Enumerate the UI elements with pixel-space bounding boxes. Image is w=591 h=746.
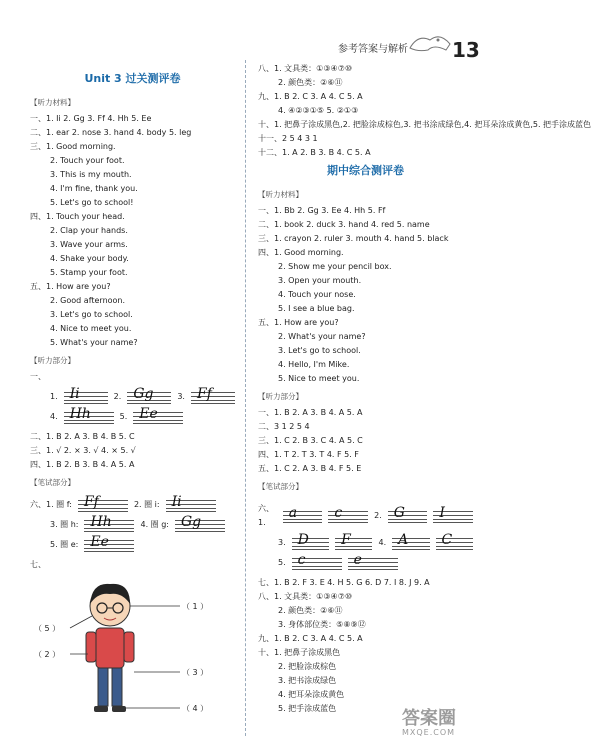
answer-line: 四、1. Good morning.	[258, 248, 344, 257]
listening-part-tag: 【 听力部分 】	[258, 390, 303, 404]
letter-answer: Gg	[180, 514, 202, 530]
letter-grid	[64, 386, 108, 404]
letter-grid	[292, 552, 342, 570]
answer-line: 2. Touch your foot.	[50, 156, 125, 165]
letter-num: 5.	[119, 412, 128, 421]
letter-row	[258, 532, 473, 550]
answer-line: 4. Shake your body.	[50, 254, 129, 263]
answer-line: 二、3 1 2 5 4	[258, 422, 310, 431]
answer-line: 五、1. How are you?	[258, 318, 339, 327]
answer-line: 九、1. B 2. C 3. A 4. C 5. A	[258, 634, 363, 643]
letter-grid	[175, 514, 225, 532]
listening-part-tag: 【 听力部分 】	[30, 354, 75, 368]
answer-line: 八、1. 文具类：①③④⑦⑩	[258, 64, 353, 73]
letter-num: 1.	[50, 392, 58, 401]
letter-grid	[64, 406, 114, 424]
letter-answer: c	[297, 552, 306, 568]
answer-line: 4. Touch your nose.	[278, 290, 356, 299]
letter-num: 4. 圈 g:	[140, 520, 169, 529]
callout-4: （ 4 ）	[182, 704, 209, 713]
letter-answer: F	[341, 532, 351, 548]
letter-grid	[133, 406, 183, 424]
answer-line: 5. I see a blue bag.	[278, 304, 355, 313]
letter-grid	[84, 514, 134, 532]
answer-line: 3. Let's go to school.	[278, 346, 361, 355]
answer-line: 2. 把脸涂成棕色	[278, 662, 337, 671]
column-divider	[245, 60, 246, 736]
letter-num: 3. 圈 h:	[50, 520, 79, 529]
answer-line: 4. Nice to meet you.	[50, 324, 132, 333]
letter-grid	[283, 505, 323, 523]
answer-line: 三、1. crayon 2. ruler 3. mouth 4. hand 5. black	[258, 234, 449, 243]
answer-line: 5. Stamp your foot.	[50, 268, 128, 277]
letter-answer: c	[334, 505, 343, 521]
letter-num: 2.	[113, 392, 122, 401]
letter-grid	[433, 505, 473, 523]
page-number: 13	[452, 38, 480, 62]
letter-num: 六、1. 圈 f:	[30, 500, 72, 509]
letter-row	[30, 406, 235, 424]
answer-line: 十、1. 把鼻子涂成黑色,2. 把脸涂成棕色,3. 把书涂成绿色,4. 把耳朵涂成黄色,5. 把手涂成蓝色	[258, 120, 591, 129]
letter-row	[258, 502, 473, 530]
letter-answer: Ee	[90, 534, 109, 550]
answer-line: 2. What's your name?	[278, 332, 366, 341]
answer-line: 三、1. C 2. B 3. C 4. A 5. C	[258, 436, 363, 445]
answer-line: 五、1. How are you?	[30, 282, 111, 291]
letter-grid	[191, 386, 235, 404]
letter-answer: Ff	[83, 494, 99, 510]
letter-answer: Hh	[90, 514, 112, 530]
letter-answer: Ii	[69, 386, 80, 402]
letter-answer: I	[439, 505, 445, 521]
site-logo	[402, 710, 488, 740]
letter-grid	[84, 534, 134, 552]
listening-material-tag: 【 听力材料 】	[30, 96, 75, 110]
listening-material-tag: 【 听力材料 】	[258, 188, 303, 202]
answer-line: 四、1. Touch your head.	[30, 212, 125, 221]
letter-answer: Ee	[139, 406, 158, 422]
boy-figure	[30, 576, 230, 726]
answer-line: 4. 把耳朵涂成黄色	[278, 690, 345, 699]
callout-5: （ 5 ）	[34, 624, 61, 633]
mascot-icon	[408, 30, 452, 54]
letter-grid	[78, 494, 128, 512]
answer-line: 4. Hello, I'm Mike.	[278, 360, 350, 369]
answer-line: 五、1. C 2. A 3. B 4. F 5. E	[258, 464, 362, 473]
letter-grid	[335, 532, 372, 550]
answer-line: 十、1. 把鼻子涂成黑色	[258, 648, 341, 657]
letter-num: 5.	[278, 558, 286, 567]
letter-answer: G	[393, 505, 405, 521]
written-part-tag: 【 笔试部分 】	[258, 480, 303, 494]
answer-line: 5. Nice to meet you.	[278, 374, 360, 383]
answer-line: 八、1. 文具类：①③④⑦⑩	[258, 592, 353, 601]
answer-line: 2. 颜色类：②⑥⑪	[278, 606, 343, 615]
answer-line: 二、1. ear 2. nose 3. hand 4. body 5. leg	[30, 128, 192, 137]
unit3-title: Unit 3 过关测评卷	[84, 72, 181, 85]
letter-answer: D	[297, 532, 309, 548]
answer-line: 二、1. B 2. A 3. B 4. B 5. C	[30, 432, 135, 441]
logo-site: MXQE.COM	[402, 728, 456, 737]
letter-grid	[392, 532, 429, 550]
letter-grid	[127, 386, 171, 404]
answer-line: 5. Let's go to school!	[50, 198, 134, 207]
answer-line: 一、1. Bb 2. Gg 3. Ee 4. Hh 5. Ff	[258, 206, 386, 215]
letter-answer: Gg	[133, 386, 154, 402]
midterm-title: 期中综合测评卷	[327, 164, 404, 177]
answer-line: 三、1. Good morning.	[30, 142, 116, 151]
answer-line: 十二、1. A 2. B 3. B 4. C 5. A	[258, 148, 371, 157]
letter-num: 3.	[278, 538, 286, 547]
answer-line: 5. What's your name?	[50, 338, 138, 347]
logo-text: 答案圈	[402, 708, 456, 729]
letter-num: 4.	[378, 538, 387, 547]
callout-1: （ 1 ）	[182, 602, 209, 611]
answer-line: 十一、2 5 4 3 1	[258, 134, 318, 143]
letter-answer: Ii	[171, 494, 182, 510]
letter-num: 六、1.	[258, 504, 274, 527]
answer-line: 5. 把手涂成蓝色	[278, 704, 337, 713]
letter-grid	[436, 532, 473, 550]
answer-line: 四、1. B 2. B 3. B 4. A 5. A	[30, 460, 135, 469]
answer-line: 2. Good afternoon.	[50, 296, 126, 305]
letter-num: 4.	[50, 412, 58, 421]
letter-num: 2. 圈 i:	[133, 500, 160, 509]
answer-line: 七、	[30, 560, 46, 569]
answer-line: 2. 颜色类：②⑥⑪	[278, 78, 343, 87]
letter-answer: a	[288, 505, 298, 521]
answer-line: 3. This is my mouth.	[50, 170, 132, 179]
answer-line: 二、1. book 2. duck 3. hand 4. red 5. name	[258, 220, 430, 229]
answer-line: 2. Show me your pencil box.	[278, 262, 392, 271]
answer-line: 4. I'm fine, thank you.	[50, 184, 138, 193]
answer-line: 2. Clap your hands.	[50, 226, 128, 235]
answer-line: 3. Open your mouth.	[278, 276, 362, 285]
letter-answer: e	[353, 552, 362, 568]
left-column	[30, 68, 235, 726]
letter-num: 3.	[177, 392, 185, 401]
letter-row	[30, 386, 235, 404]
letter-num: 5. 圈 e:	[50, 540, 79, 549]
answer-line: 3. Let's go to school.	[50, 310, 133, 319]
letter-row	[258, 552, 473, 570]
letter-grid	[166, 494, 216, 512]
answer-line: 4. ④②③①⑤ 5. ②①③	[278, 106, 359, 115]
letter-num: 2.	[374, 511, 382, 520]
letter-answer: Hh	[69, 406, 91, 422]
letter-grid	[348, 552, 398, 570]
answer-line: 一、1. Ii 2. Gg 3. Ff 4. Hh 5. Ee	[30, 114, 152, 123]
letter-row	[30, 534, 235, 552]
answer-line: 三、1. √ 2. × 3. √ 4. × 5. √	[30, 446, 136, 455]
answer-line: 七、1. B 2. F 3. E 4. H 5. G 6. D 7. I 8. J 9. A	[258, 578, 430, 587]
answer-line: 3. Wave your arms.	[50, 240, 128, 249]
letter-row	[30, 494, 235, 512]
answer-line: 九、1. B 2. C 3. A 4. C 5. A	[258, 92, 363, 101]
callout-3: （ 3 ）	[182, 668, 209, 677]
written-part-tag: 【 笔试部分 】	[30, 476, 75, 490]
answer-line: 一、	[30, 372, 46, 381]
answer-line: 3. 把书涂成绿色	[278, 676, 337, 685]
letter-answer: A	[398, 532, 409, 548]
page-header	[0, 0, 500, 60]
right-column	[258, 62, 591, 716]
answer-line: 四、1. T 2. T 3. T 4. F 5. F	[258, 450, 359, 459]
letter-answer: Ff	[196, 386, 212, 402]
callout-2: （ 2 ）	[34, 650, 61, 659]
answer-line: 一、1. B 2. A 3. B 4. A 5. A	[258, 408, 363, 417]
answer-line: 3. 身体部位类：⑤⑧⑨⑫	[278, 620, 366, 629]
letter-grid	[328, 505, 368, 523]
header-label: 参考答案与解析	[338, 44, 408, 55]
letter-row	[30, 514, 235, 532]
letter-grid	[292, 532, 329, 550]
letter-grid	[388, 505, 428, 523]
letter-answer: C	[441, 532, 453, 548]
